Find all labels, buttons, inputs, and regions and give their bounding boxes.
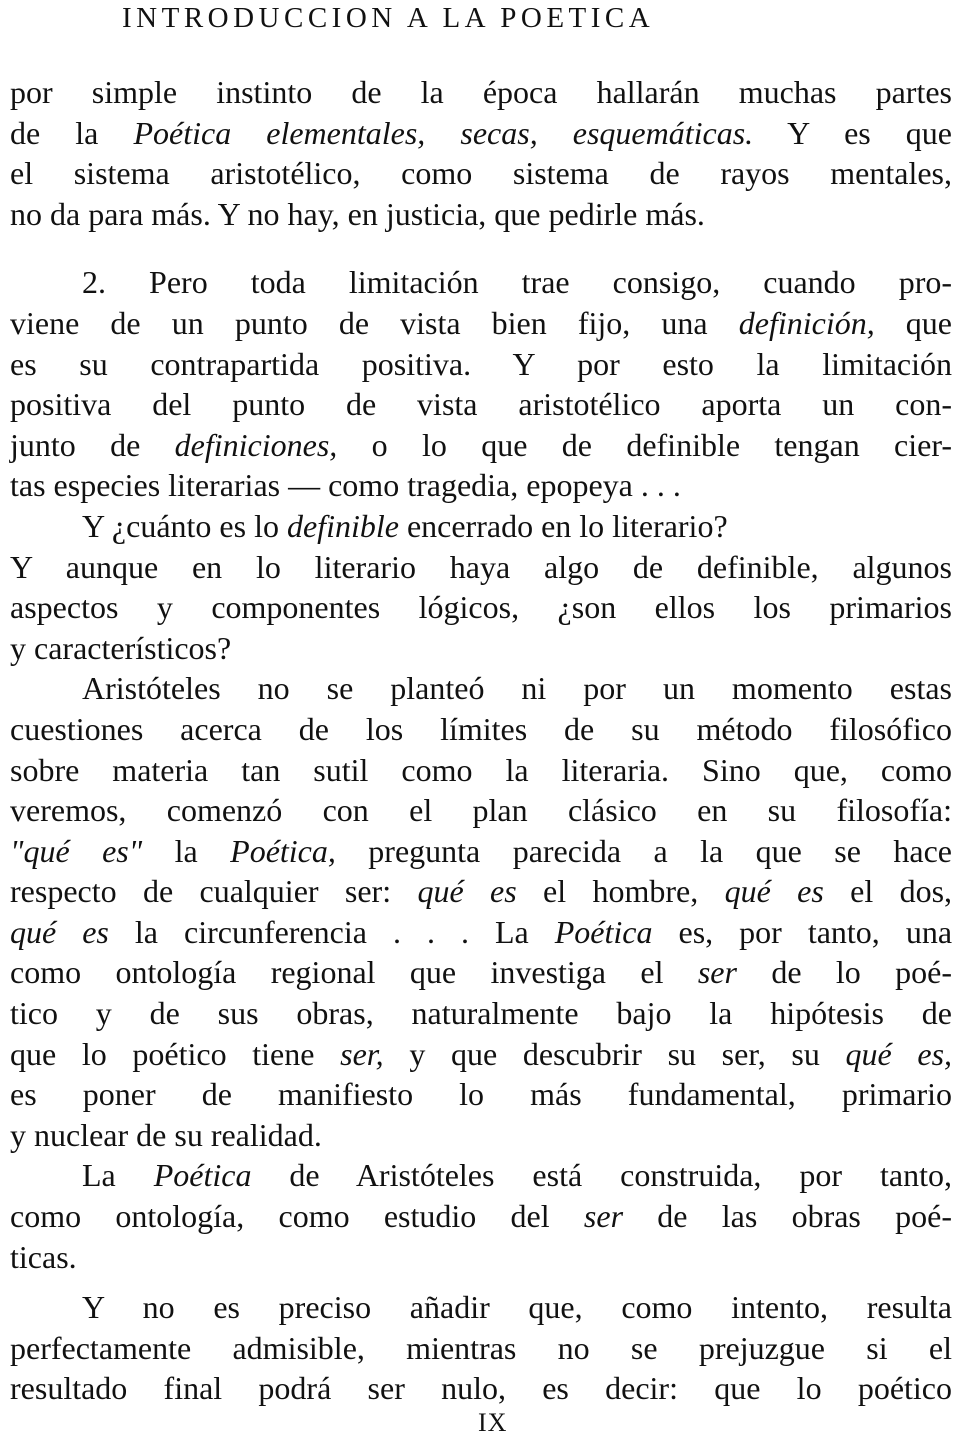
text-line: es poner de manifiesto lo más fundamental, primario: [10, 1076, 952, 1113]
text-line: como ontología, como estudio del ser de las obras poé-: [10, 1198, 953, 1235]
text-line: cuestiones acerca de los límites de su método filosófico: [10, 710, 952, 747]
paragraph: [10, 1155, 952, 1277]
text-line: perfectamente admisible, mientras no se prejuzgue si el: [10, 1329, 952, 1366]
text-line: resultado final podrá ser nulo, es decir: que lo poético: [10, 1370, 952, 1407]
text-line: Y ¿cuánto es lo definible encerrado en lo literario?: [82, 507, 728, 544]
paragraph: [10, 72, 952, 234]
text-line: no da para más. Y no hay, en justicia, que pedirle más.: [10, 195, 705, 232]
text-line: veremos, comenzó con el plan clásico en su filosofía:: [10, 792, 952, 829]
text-line: qué es la circunferencia . . . La Poética es, por tanto, una: [10, 913, 953, 950]
text-line: que lo poético tiene ser, y que descubrir su ser, su qué es,: [10, 1035, 953, 1072]
text-line: y nuclear de su realidad.: [10, 1116, 322, 1153]
page-number: IX: [478, 1408, 508, 1437]
text-line: y característicos?: [10, 629, 232, 666]
text-line: 2. Pero toda limitación trae consigo, cuando pro-: [82, 264, 952, 301]
running-header: INTRODUCCION A LA POETICA: [122, 2, 655, 34]
text-line: Y no es preciso añadir que, como intento, resulta: [82, 1289, 952, 1326]
text-line: ticas.: [10, 1238, 77, 1275]
text-line: Aristóteles no se planteó ni por un momento estas: [82, 670, 952, 707]
text-line: junto de definiciones, o lo que de definible tengan cier-: [10, 426, 952, 463]
text-line: respecto de cualquier ser: qué es el hombre, qué es el dos,: [10, 873, 953, 910]
text-line: por simple instinto de la época hallarán muchas partes: [10, 74, 952, 110]
text-line: tico y de sus obras, naturalmente bajo la hipótesis de: [10, 995, 952, 1032]
text-line: el sistema aristotélico, como sistema de rayos mentales,: [10, 155, 952, 192]
text-line: aspectos y componentes lógicos, ¿son ellos los primarios: [10, 589, 952, 626]
book-page: [10, 0, 952, 1445]
text-line: como ontología regional que investiga el ser de lo poé-: [10, 954, 953, 991]
paragraph: [10, 262, 952, 668]
text-line: Y aunque en lo literario haya algo de definible, algunos: [10, 548, 952, 585]
text-line: viene de un punto de vista bien fijo, una definición, que: [10, 304, 953, 341]
text-line: La Poética de Aristóteles está construida, por tanto,: [82, 1157, 953, 1194]
text-line: es su contrapartida positiva. Y por esto la limitación: [10, 345, 952, 382]
paragraph: [10, 668, 952, 1155]
text-line: "qué es" la Poética, pregunta parecida a la que se hace: [10, 832, 953, 869]
text-line: de la Poética elementales, secas, esquemáticas. Y es que: [10, 114, 953, 151]
paragraph: [10, 1287, 952, 1409]
text-line: positiva del punto de vista aristotélico aporta un con-: [10, 386, 952, 423]
text-line: tas especies literarias — como tragedia, epopeya . . .: [10, 467, 681, 504]
body-text: [10, 72, 952, 1409]
text-line: sobre materia tan sutil como la literaria. Sino que, como: [10, 751, 952, 788]
